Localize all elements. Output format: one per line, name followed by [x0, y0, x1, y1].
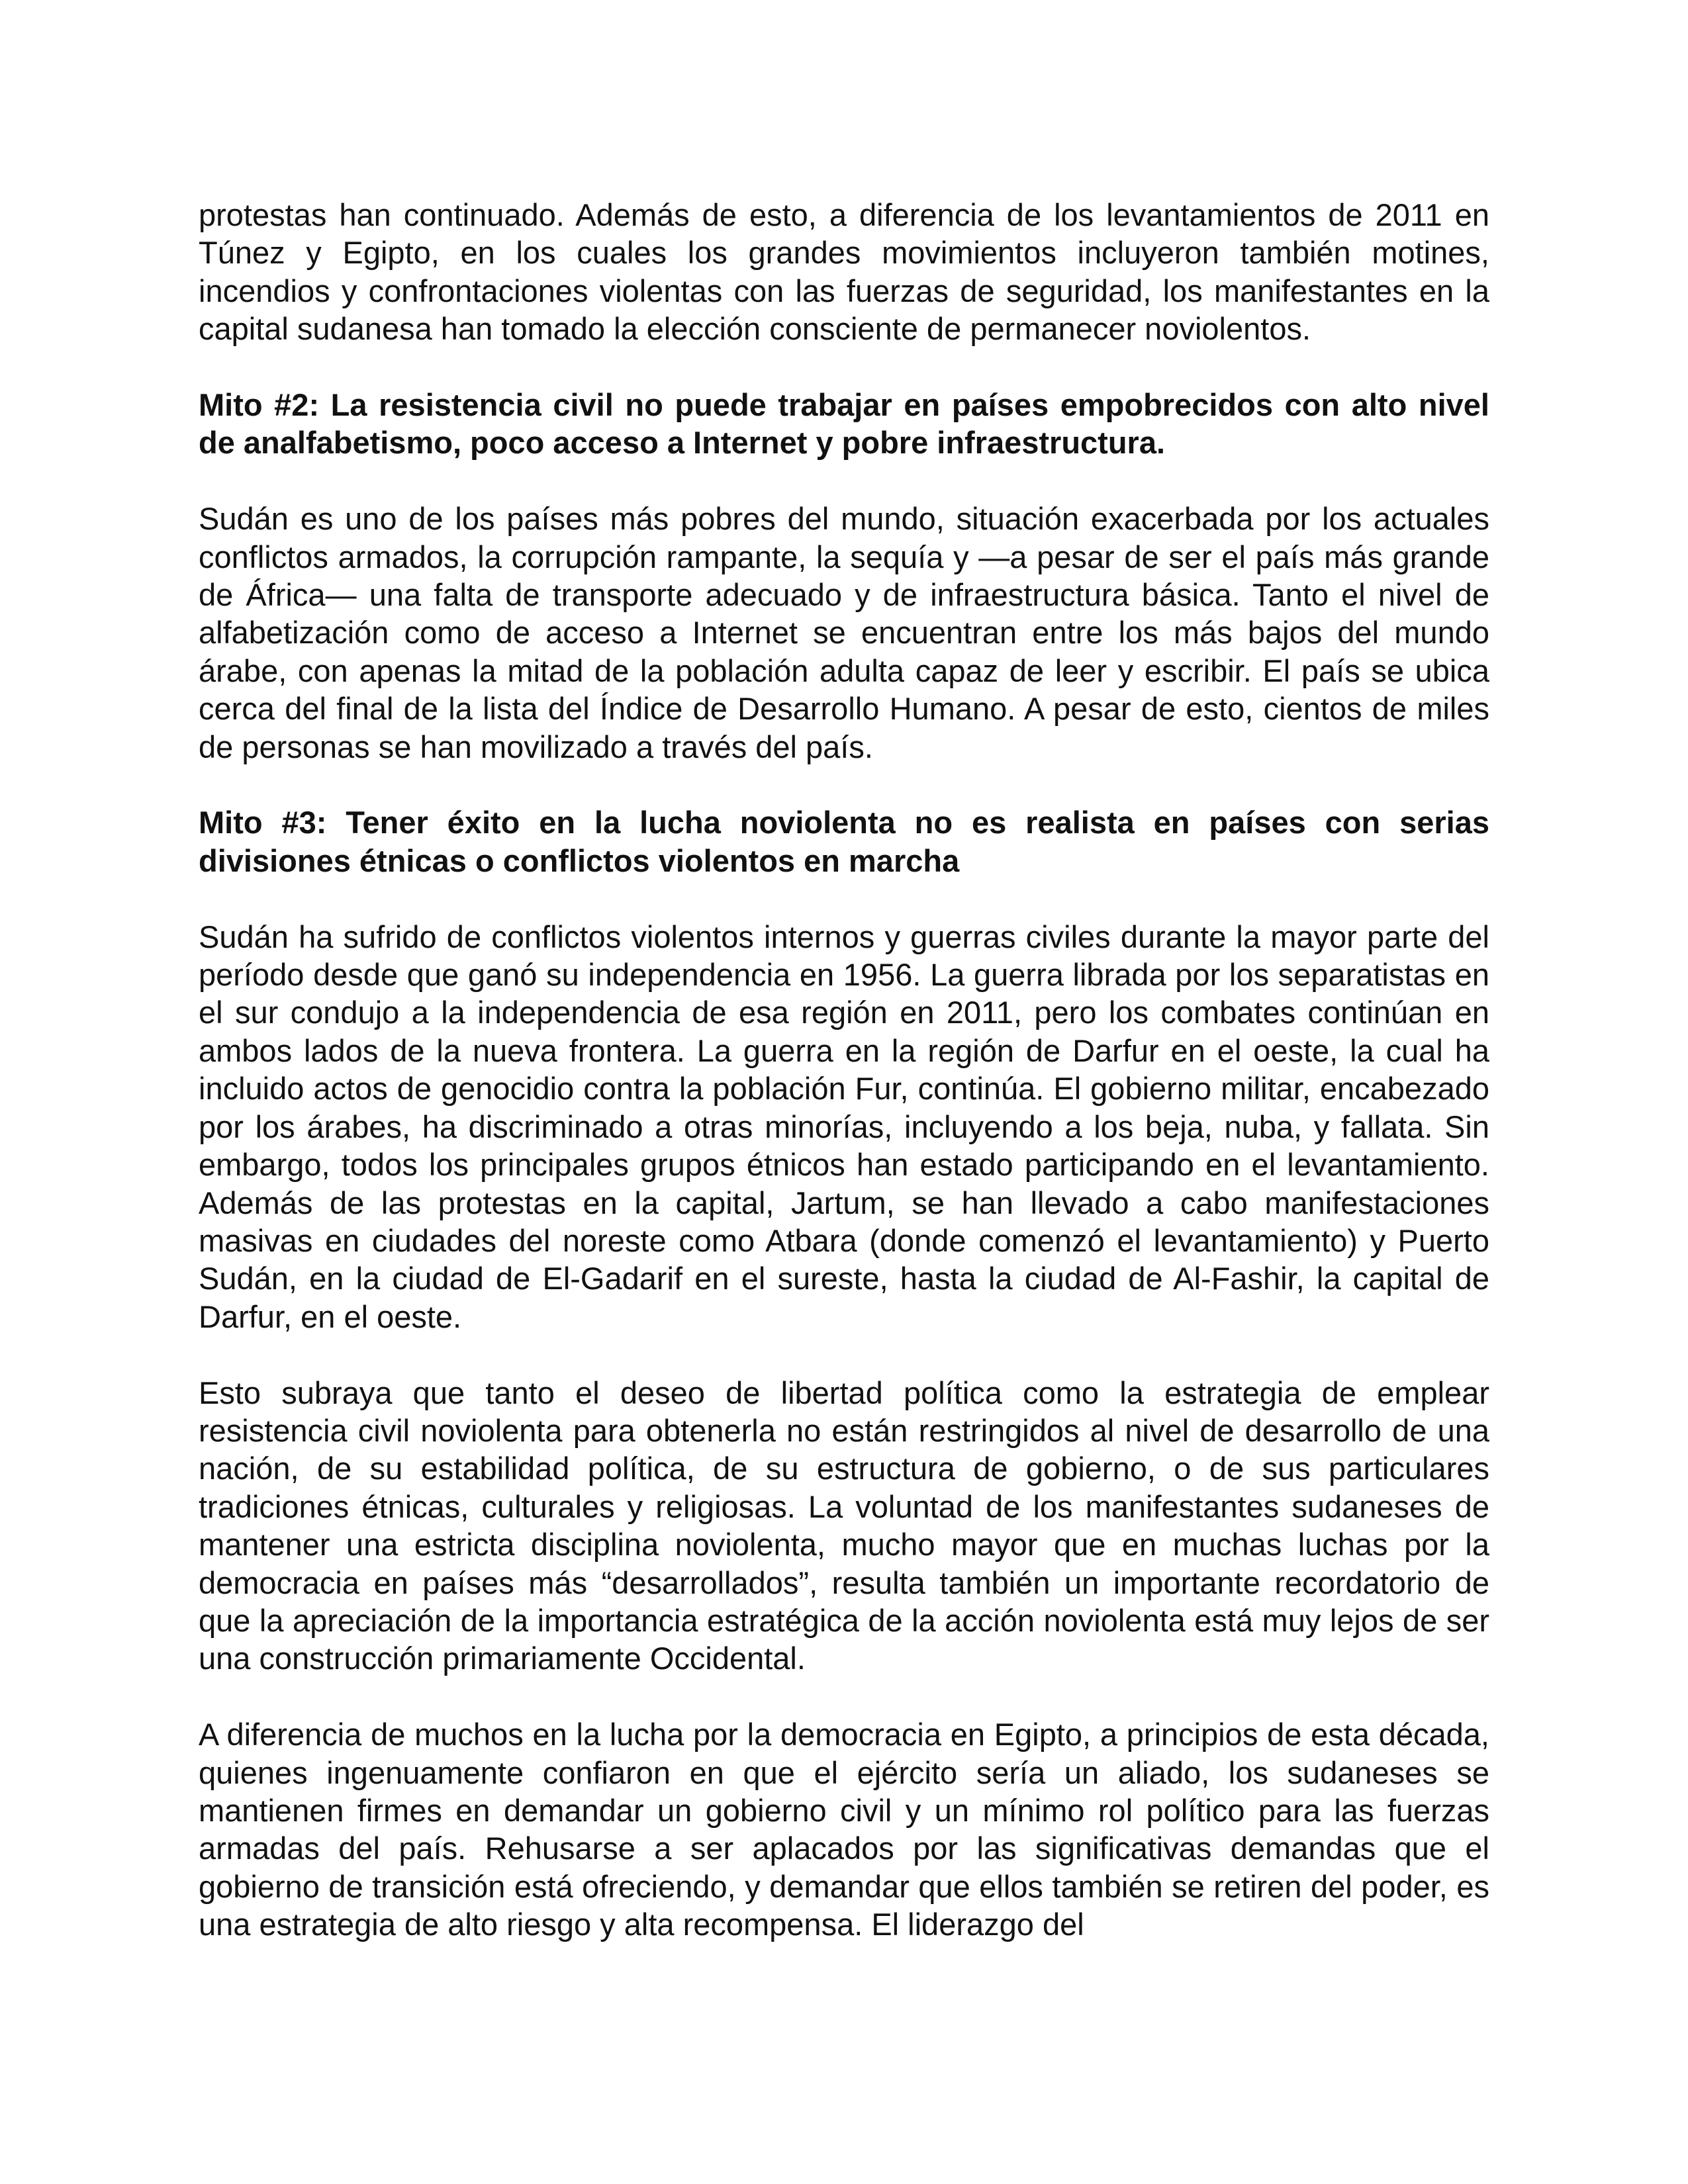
paragraph-political-freedom: Esto subraya que tanto el deseo de libertad política como la estrategia de emplear resistencia civil noviolenta para obtenerla no están restringidos al nivel de desarrollo de una nación, de su estabilidad política, de su estructura de gobierno, o de sus particulares tradiciones étnicas, culturales y religiosas. La voluntad de los manifestantes sudaneses de mantener una estricta disciplina noviolenta, mucho mayor que en muchas luchas por la democracia en países más “desarrollados”, resulta también un importante recordatorio de que la apreciación de la importancia estratégica de la acción noviolenta está muy lejos de ser una construcción primariamente Occidental. [199, 1375, 1489, 1676]
paragraph-sudan-poverty: Sudán es uno de los países más pobres del mundo, situación exacerbada por los actuales conflictos armados, la corrupción rampante, la sequía y —a pesar de ser el país más grande de África— una falta de transporte adecuado y de infraestructura básica. Tanto el nivel de alfabetización como de acceso a Internet se encuentran entre los más bajos del mundo árabe, con apenas la mitad de la población adulta capaz de leer y escribir. El país se ubica cerca del final de la lista del Índice de Desarrollo Humano. A pesar de esto, cientos de miles de personas se han movilizado a través del país. [199, 501, 1489, 764]
document-page [199, 196, 1489, 1981]
paragraph-continuation: protestas han continuado. Además de esto, a diferencia de los levantamientos de 2011 en Túnez y Egipto, en los cuales los grandes movimientos incluyeron también motines, incendios y confrontaciones violentas con las fuerzas de seguridad, los manifestantes en la capital sudanesa han tomado la elección consciente de permanecer noviolentos. [199, 197, 1489, 347]
heading-myth-2: Mito #2: La resistencia civil no puede trabajar en países empobrecidos con alto nivel de analfabetismo, poco acceso a Internet y pobre infraestructura. [199, 387, 1489, 461]
paragraph-egypt-comparison: A diferencia de muchos en la lucha por la democracia en Egipto, a principios de esta década, quienes ingenuamente confiaron en que el ejército sería un aliado, los sudaneses se mantienen firmes en demandar un gobierno civil y un mínimo rol político para las fuerzas armadas del país. Rehusarse a ser aplacados por las significativas demandas que el gobierno de transición está ofreciendo, y demandar que ellos también se retiren del poder, es una estrategia de alto riesgo y alta recompensa. El liderazgo del [199, 1717, 1489, 1942]
heading-myth-3: Mito #3: Tener éxito en la lucha noviolenta no es realista en países con serias divisiones étnicas o conflictos violentos en marcha [199, 805, 1489, 878]
paragraph-sudan-conflicts: Sudán ha sufrido de conflictos violentos internos y guerras civiles durante la mayor parte del período desde que ganó su independencia en 1956. La guerra librada por los separatistas en el sur condujo a la independencia de esa región en 2011, pero los combates continúan en ambos lados de la nueva frontera. La guerra en la región de Darfur en el oeste, la cual ha incluido actos de genocidio contra la población Fur, continúa. El gobierno militar, encabezado por los árabes, ha discriminado a otras minorías, incluyendo a los beja, nuba, y fallata. Sin embargo, todos los principales grupos étnicos han estado participando en el levantamiento. Además de las protestas en la capital, Jartum, se han llevado a cabo manifestaciones masivas en ciudades del noreste como Atbara (donde comenzó el levantamiento) y Puerto Sudán, en la ciudad de El-Gadarif en el sureste, hasta la ciudad de Al-Fashir, la capital de Darfur, en el oeste. [199, 919, 1489, 1334]
